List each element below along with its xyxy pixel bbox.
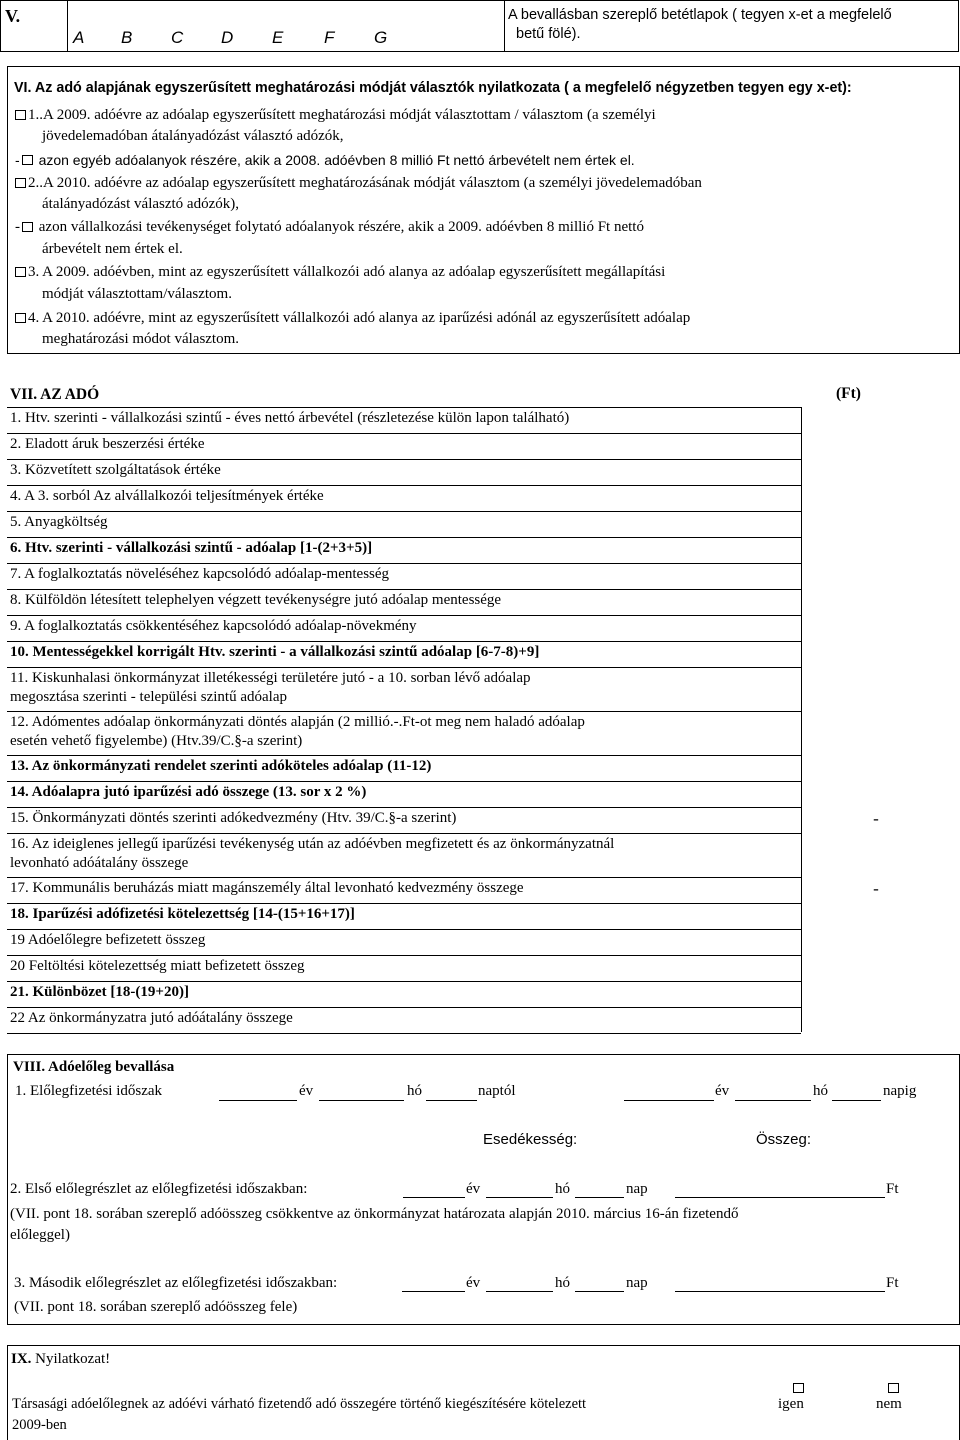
- tax-row-label: 2. Eladott áruk beszerzési értéke: [10, 436, 205, 452]
- tax-row-label: 15. Önkormányzati döntés szerinti adókedvezmény (Htv. 39/C.§-a szerint): [10, 810, 457, 826]
- tax-row-label-2: levonható adóátalány összege: [10, 855, 189, 871]
- tax-row-label: 3. Közvetített szolgáltatások értéke: [10, 462, 221, 478]
- option-2-sub-text: azon vállalkozási tevékenységet folytató adóalanyok részére, akik a 2009. adóévben 8 millió Ft nettó: [38, 219, 644, 235]
- tax-row-amount[interactable]: -: [873, 879, 879, 898]
- tax-row: [7, 511, 801, 537]
- option-1: [15, 107, 656, 124]
- second-year-label: év: [466, 1275, 481, 1291]
- option-1-sub-checkbox[interactable]: [22, 155, 33, 165]
- first-year-label: év: [466, 1181, 481, 1197]
- tax-row-label: 6. Htv. szerinti - vállalkozási szintű - adóalap [1-(2+3+5)]: [10, 540, 373, 556]
- option-4: [15, 310, 690, 327]
- second-amount-unit: Ft: [886, 1275, 899, 1291]
- period-to-year-label: év: [715, 1083, 730, 1099]
- tax-row: [7, 537, 801, 563]
- second-month-label: hó: [555, 1275, 570, 1291]
- tax-row: [7, 755, 801, 781]
- tax-row-label: 11. Kiskunhalasi önkormányzat illetékességi területére jutó - a 10. sorban lévő adóalap: [10, 670, 531, 686]
- tax-row: [7, 929, 801, 955]
- option-1-sub-text: azon egyéb adóalanyok részére, akik a 2008. adóévben 8 millió Ft nettó árbevételt nem értek el.: [38, 152, 635, 168]
- section-ix-box: [7, 1345, 960, 1440]
- tax-row-label-2: megosztása szerinti - települési szintű adóalap: [10, 689, 287, 705]
- period-to-day-field[interactable]: [832, 1100, 881, 1101]
- tax-table-bottom-line: [7, 1033, 801, 1034]
- first-amount-unit: Ft: [886, 1181, 899, 1197]
- tax-row-label: 19 Adóelőlegre befizetett összeg: [10, 932, 206, 948]
- first-installment-note: (VII. pont 18. sorában szereplő adóösszeg csökkentve az önkormányzat határozata alapján 2010. március 16-án fizetendő: [10, 1206, 739, 1222]
- letter-b-checkbox[interactable]: B: [121, 28, 133, 47]
- amount-label: Összeg:: [756, 1131, 812, 1148]
- section-vii-unit: (Ft): [836, 385, 861, 402]
- option-1-text: 1..A 2009. adóévre az adóalap egyszerűsített meghatározási módját választottam / választom (a személyi: [28, 107, 656, 123]
- tax-row-label: 4. A 3. sorból Az alvállalkozói teljesítmények értéke: [10, 488, 324, 504]
- option-2-sub: - azon vállalkozási tevékenységet folytató adóalanyok részére, akik a 2009. adóévben 8 millió Ft nettó: [15, 219, 644, 235]
- period-to-day-label: napig: [883, 1083, 917, 1099]
- period-to-month-field[interactable]: [735, 1100, 811, 1101]
- option-2-checkbox[interactable]: [15, 178, 26, 188]
- tax-row-label: 22 Az önkormányzatra jutó adóátalány összege: [10, 1010, 293, 1026]
- tax-row: [7, 667, 801, 711]
- first-month-label: hó: [555, 1181, 570, 1197]
- yes-checkbox[interactable]: [793, 1383, 804, 1393]
- tax-row-label: 20 Feltöltési kötelezettség miatt befizetett összeg: [10, 958, 305, 974]
- tax-row-label: 13. Az önkormányzati rendelet szerinti adóköteles adóalap (11-12): [10, 758, 432, 774]
- tax-row: [7, 459, 801, 485]
- tax-row-label: 10. Mentességekkel korrigált Htv. szerinti - a vállalkozási szintű adóalap [6-7-8)+9]: [10, 644, 540, 660]
- declaration-text-2: 2009-ben: [12, 1417, 67, 1433]
- section-viii-title: VIII. Adóelőleg bevallása: [13, 1059, 175, 1075]
- tax-row-label: 21. Különbözet [18-(19+20)]: [10, 984, 189, 1000]
- option-4-checkbox[interactable]: [15, 313, 26, 323]
- yes-label: igen: [778, 1396, 804, 1412]
- letter-d-checkbox[interactable]: D: [221, 28, 234, 47]
- tax-row: [7, 407, 801, 433]
- period-to-year-field[interactable]: [624, 1100, 714, 1101]
- first-installment-label: 2. Első előlegrészlet az előlegfizetési időszakban:: [10, 1181, 308, 1197]
- tax-row: [7, 485, 801, 511]
- tax-row-label: 16. Az ideiglenes jellegű iparűzési tevékenység után az adóévben megfizetett és az önkormányzatnál: [10, 836, 615, 852]
- letter-e-checkbox[interactable]: E: [272, 28, 284, 47]
- section-vi-title: VI. Az adó alapjának egyszerűsített meghatározási módját választók nyilatkozata ( a megfelelő négyzetben tegyen egy x-et):: [14, 80, 852, 96]
- section-vii-title: VII. AZ ADÓ: [10, 386, 100, 403]
- tax-row: [7, 641, 801, 667]
- section-ix-number: IX.: [11, 1351, 32, 1367]
- period-from-day-field[interactable]: [426, 1100, 477, 1101]
- option-2-sub-checkbox[interactable]: [22, 222, 33, 232]
- tax-row: [7, 981, 801, 1007]
- period-label: 1. Előlegfizetési időszak: [15, 1083, 163, 1099]
- option-2-text: 2..A 2010. adóévre az adóalap egyszerűsített meghatározásának módját választom (a személyi jövedelemadóban: [28, 175, 702, 191]
- option-1-checkbox[interactable]: [15, 110, 26, 120]
- option-1-sub: - azon egyéb adóalanyok részére, akik a 2008. adóévben 8 millió Ft nettó árbevételt nem értek el.: [15, 152, 635, 168]
- letter-c-checkbox[interactable]: C: [171, 28, 184, 47]
- letter-f-checkbox[interactable]: F: [324, 28, 335, 47]
- section-v-title: V.: [5, 6, 21, 26]
- option-1-text-2: jövedelemadóban átalányadózást választó adózók,: [42, 128, 344, 144]
- amount-column-line: [801, 407, 802, 1032]
- tax-row: [7, 877, 801, 903]
- no-checkbox[interactable]: [888, 1383, 899, 1393]
- second-installment-label: 3. Második előlegrészlet az előlegfizetési időszakban:: [14, 1275, 338, 1291]
- option-2: [15, 175, 702, 192]
- first-day-label: nap: [626, 1181, 648, 1197]
- letter-a-checkbox[interactable]: A: [73, 28, 85, 47]
- tax-row: [7, 903, 801, 929]
- tax-row-label: 12. Adómentes adóalap önkormányzati döntés alapján (2 millió.-.Ft-ot meg nem haladó adóalap: [10, 714, 585, 730]
- option-2-text-2: átalányadózást választó adózók),: [42, 196, 239, 212]
- tax-row-label: 18. Iparűzési adófizetési kötelezettség [14-(15+16+17)]: [10, 906, 355, 922]
- option-4-text-2: meghatározási módot választom.: [42, 331, 240, 347]
- option-3-checkbox[interactable]: [15, 267, 26, 277]
- tax-row: [7, 589, 801, 615]
- section-v-note: A bevallásban szereplő betétlapok ( tegyen x-et a megfelelő: [508, 7, 892, 23]
- tax-row-label: 5. Anyagköltség: [10, 514, 108, 530]
- period-from-year-label: év: [299, 1083, 314, 1099]
- period-to-month-label: hó: [813, 1083, 828, 1099]
- first-installment-note-2: előleggel): [10, 1227, 70, 1243]
- first-month-field[interactable]: [486, 1197, 553, 1198]
- tax-row: [7, 807, 801, 833]
- second-month-field[interactable]: [486, 1291, 553, 1292]
- second-day-label: nap: [626, 1275, 648, 1291]
- tax-row-label: 9. A foglalkoztatás csökkentéséhez kapcsolódó adóalap-növekmény: [10, 618, 417, 634]
- option-3-text-2: módját választottam/választom.: [42, 286, 232, 302]
- option-4-text: 4. A 2010. adóévre, mint az egyszerűsített vállalkozói adó alanya az iparűzési adónál az egyszerűsített adóalap: [28, 310, 691, 326]
- period-from-month-label: hó: [407, 1083, 422, 1099]
- section-ix-title: [11, 1351, 110, 1368]
- tax-row: [7, 563, 801, 589]
- tax-row: [7, 615, 801, 641]
- tax-row-label: 14. Adóalapra jutó iparűzési adó összege (13. sor x 2 %): [10, 784, 367, 800]
- tax-row: [7, 711, 801, 755]
- tax-row-label: 1. Htv. szerinti - vállalkozási szintű - éves nettó árbevétel (részletezése külön lapon található): [10, 410, 570, 426]
- second-amount-field[interactable]: [675, 1291, 885, 1292]
- letter-g-checkbox[interactable]: G: [374, 28, 388, 47]
- tax-row-label: 7. A foglalkoztatás növeléséhez kapcsolódó adóalap-mentesség: [10, 566, 390, 582]
- second-installment-note: (VII. pont 18. sorában szereplő adóösszeg fele): [14, 1299, 298, 1315]
- option-3: [15, 264, 665, 281]
- first-day-field[interactable]: [575, 1197, 624, 1198]
- tax-row: [7, 955, 801, 981]
- due-date-label: Esedékesség:: [483, 1131, 578, 1148]
- tax-row: [7, 433, 801, 459]
- option-3-text: 3. A 2009. adóévben, mint az egyszerűsített vállalkozói adó alanya az adóalap egyszerűsített megállapítási: [28, 264, 666, 280]
- tax-row: [7, 1007, 801, 1033]
- tax-row-label: 8. Külföldön létesített telephelyen végzett tevékenységre jutó adóalap mentessége: [10, 592, 502, 608]
- tax-row-amount[interactable]: -: [873, 809, 879, 828]
- no-label: nem: [876, 1396, 902, 1412]
- period-from-day-label: naptól: [478, 1083, 516, 1099]
- first-amount-field[interactable]: [675, 1197, 885, 1198]
- second-day-field[interactable]: [575, 1291, 624, 1292]
- tax-row: [7, 833, 801, 877]
- section-ix-heading: Nyilatkozat!: [35, 1351, 111, 1367]
- first-year-field[interactable]: [403, 1197, 465, 1198]
- tax-row: [7, 781, 801, 807]
- declaration-text: Társasági adóelőlegnek az adóévi várható fizetendő adó összegére történő kiegészítésére kötelezett: [12, 1396, 587, 1412]
- tax-row-label-2: esetén vehető figyelembe) (Htv.39/C.§-a szerint): [10, 733, 303, 749]
- tax-row-label: 17. Kommunális beruházás miatt magánszemély által levonható kedvezmény összege: [10, 880, 524, 896]
- section-v-note-2: betű fölé).: [516, 26, 581, 42]
- second-year-field[interactable]: [402, 1291, 465, 1292]
- period-from-month-field[interactable]: [319, 1100, 404, 1101]
- option-2-sub-text-2: árbevételt nem értek el.: [42, 241, 183, 257]
- period-from-year-field[interactable]: [219, 1100, 297, 1101]
